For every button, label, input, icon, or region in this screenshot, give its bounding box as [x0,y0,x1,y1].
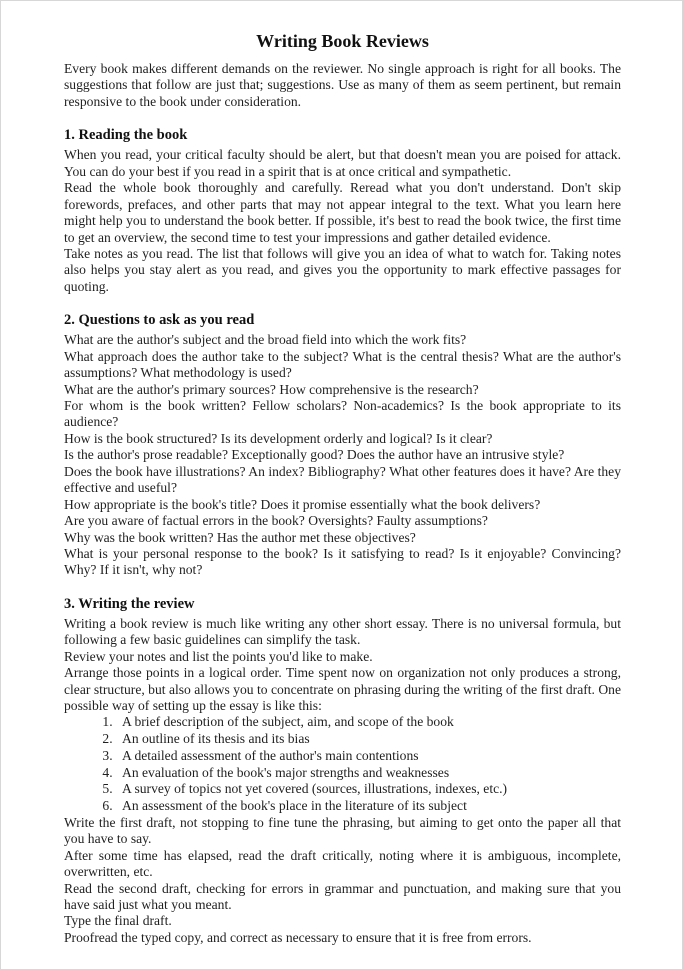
paragraph: Proofread the typed copy, and correct as necessary to ensure that it is free from errors. [64,929,532,945]
paragraph: After some time has elapsed, read the draft critically, noting where it is ambiguous, incomplete, overwritten, etc. [64,847,621,880]
question-paragraph: What are the author's primary sources? How comprehensive is the research? [64,381,479,397]
paragraph: Type the final draft. [64,913,172,929]
paragraph: Take notes as you read. The list that follows will give you an idea of what to watch for. Taking notes also helps you stay alert as you read, and gives you the opportunity to mark effective passages for quoting. [64,245,621,294]
document-title: Writing Book Reviews [256,31,429,51]
question-paragraph: What are the author's subject and the broad field into which the work fits? [64,332,467,348]
section-heading-reading-the-book: 1. Reading the book [64,127,188,144]
question-paragraph: Are you aware of factual errors in the book? Oversights? Faulty assumptions? [64,513,488,529]
question-paragraph: For whom is the book written? Fellow scholars? Non-academics? Is the book appropriate to its audience? [64,398,621,430]
question-paragraph: What approach does the author take to the subject? What is the central thesis? What are the author's assumptions? What methodology is used? [64,348,621,381]
list-item: 4. An evaluation of the book's major strengths and weaknesses [116,765,621,782]
paragraph: When you read, your critical faculty should be alert, but that doesn't mean you are poised for attack. You can do your best if you read in a spirit that is at once critical and sympathetic. [64,147,621,179]
list-item: 1. A brief description of the subject, aim, and scope of the book [116,714,621,731]
list-item: 2. An outline of its thesis and its bias [116,731,621,748]
paragraph: Writing a book review is much like writing any other short essay. There is no universal formula, but following a few basic guidelines can simplify the task. [64,615,621,648]
question-paragraph: How is the book structured? Is its development orderly and logical? Is it clear? [64,430,493,446]
paragraph: Read the second draft, checking for errors in grammar and punctuation, and making sure that you have said just what you meant. [64,880,621,912]
essay-structure-list [64,714,621,814]
section-heading-questions-to-ask: 2. Questions to ask as you read [64,312,255,329]
question-paragraph: Why was the book written? Has the author met these objectives? [64,529,416,545]
intro-paragraph: Every book makes different demands on the reviewer. No single approach is right for all books. The suggestions that follow are just that; suggestions. Use as many of them as seem pertinent, but remain responsive to the book under consideration. [64,61,621,109]
paragraph: Write the first draft, not stopping to fine tune the phrasing, but aiming to get onto the paper all that you have to say. [64,814,621,847]
paragraph: Review your notes and list the points you'd like to make. [64,648,373,664]
list-item: 3. A detailed assessment of the author's main contentions [116,748,621,765]
list-item: 5. A survey of topics not yet covered (sources, illustrations, indexes, etc.) [116,781,621,798]
section-heading-writing-the-review: 3. Writing the review [64,595,195,612]
question-paragraph: What is your personal response to the book? Is it satisfying to read? Is it enjoyable? Convincing? Why? If it isn't, why not? [64,545,621,578]
paragraph: Arrange those points in a logical order. Time spent now on organization not only produces a strong, clear structure, but also allows you to concentrate on phrasing during the writing of the first draft. One possible way of setting up the essay is like this: [64,665,621,713]
paragraph: Read the whole book thoroughly and carefully. Reread what you don't understand. Don't skip forewords, prefaces, and other parts that may not appear integral to the text. What you learn here might help you to understand the book better. If possible, it's best to read the book twice, the first time to get an overview, the second time to test your impressions and gather detailed evidence. [64,180,621,245]
question-paragraph: Is the author's prose readable? Exceptionally good? Does the author have an intrusive style? [64,447,565,463]
question-paragraph: Does the book have illustrations? An index? Bibliography? What other features does it have? Are they effective and useful? [64,463,621,496]
list-item: 6. An assessment of the book's place in the literature of its subject [116,798,621,815]
question-paragraph: How appropriate is the book's title? Does it promise essentially what the book delivers? [64,496,541,512]
